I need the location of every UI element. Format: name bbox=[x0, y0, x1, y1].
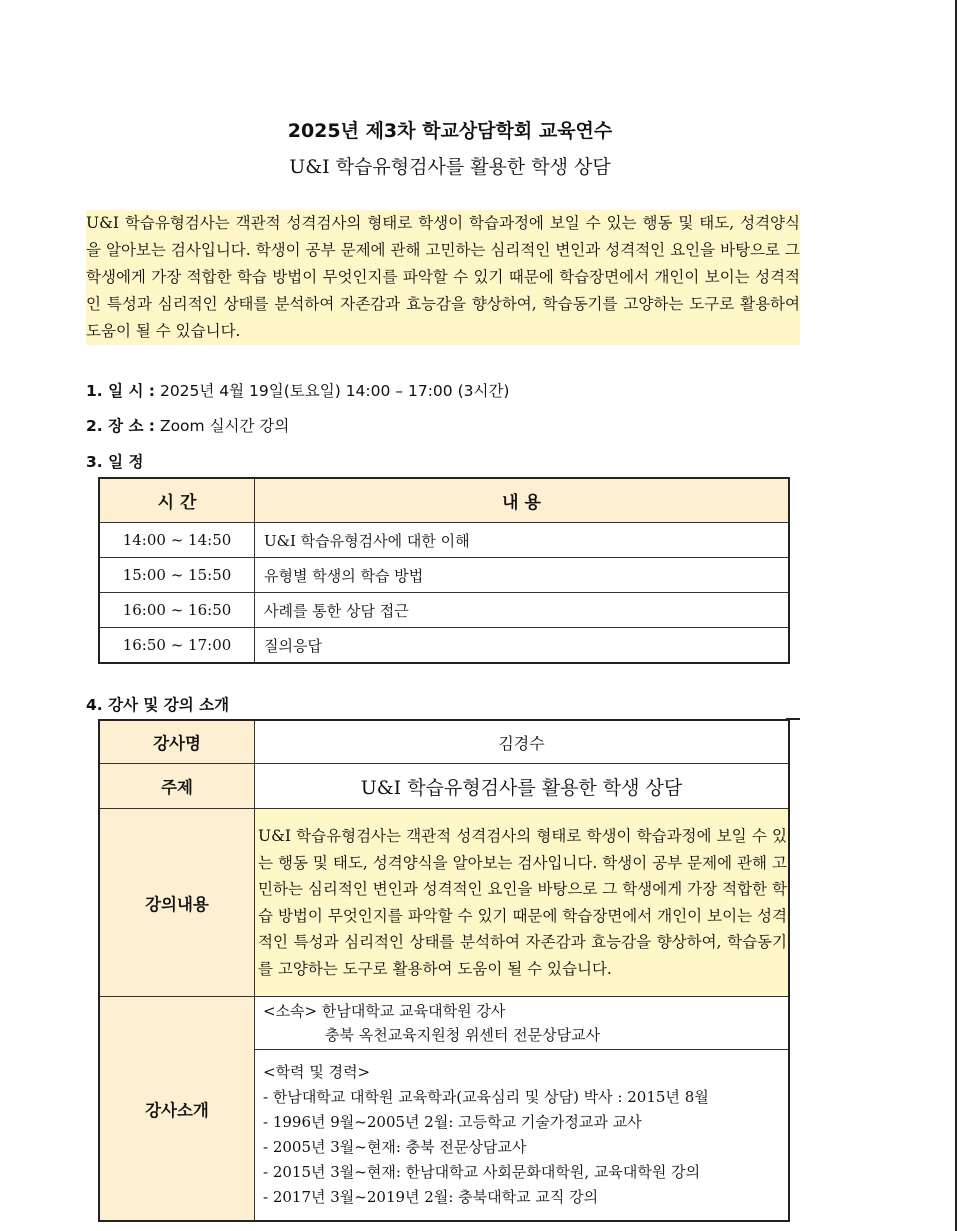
schedule-heading: 3. 일 정 bbox=[86, 453, 144, 471]
affiliation-line: 충북 옥천교육지원청 위센터 전문상담교사 bbox=[325, 1026, 601, 1044]
schedule-content: U&I 학습유형검사에 대한 이해 bbox=[255, 523, 790, 558]
topic-header: 주제 bbox=[99, 764, 255, 809]
schedule-content: 질의응답 bbox=[255, 628, 790, 664]
table-row bbox=[99, 764, 789, 809]
place-value: Zoom 실시간 강의 bbox=[159, 417, 290, 435]
table-row bbox=[99, 809, 789, 997]
schedule-header-row bbox=[99, 478, 789, 523]
affiliation-cell bbox=[255, 997, 790, 1050]
date-label: 1. 일 시 : bbox=[86, 382, 156, 400]
place-label: 2. 장 소 : bbox=[86, 417, 156, 435]
intro-paragraph: U&I 학습유형검사는 객관적 성격검사의 형태로 학생이 학습과정에 보일 수 있는 행동 및 태도, 성격양식을 알아보는 검사입니다. 학생이 공부 문제에 관해 고민하는 심리적인 변인과 성격적인 요인을 바탕으로 그 학생에게 가장 적합한 학습 방법이 무엇인지를 파악할 수 있기 때문에 학습장면에서 개인이 보이는 성격적인 특성과 심리적인 상태를 분석하여 자존감과 효능감을 향상하여, 학습동기를 고양하는 도구로 활용하여 도움이 될 수 있습니다. bbox=[86, 210, 800, 345]
table-row bbox=[99, 593, 789, 628]
lecturer-table bbox=[98, 719, 790, 1222]
schedule-content: 유형별 학생의 학습 방법 bbox=[255, 558, 790, 593]
date-line bbox=[86, 379, 509, 401]
lecture-content: U&I 학습유형검사는 객관적 성격검사의 형태로 학생이 학습과정에 보일 수 있는 행동 및 태도, 성격양식을 알아보는 검사입니다. 학생이 공부 문제에 관해 고민하는 심리적인 변인과 성격적인 요인을 바탕으로 그 학생에게 가장 적합한 학습 방법이 무엇인지를 파악할 수 있기 때문에 학습장면에서 개인이 보이는 성격적인 특성과 심리적인 상태를 분석하여 자존감과 효능감을 향상하여, 학습동기를 고양하는 도구로 활용하여 도움이 될 수 있습니다. bbox=[255, 809, 790, 997]
lecturer-heading: 4. 강사 및 강의 소개 bbox=[86, 696, 230, 714]
schedule-time: 15:00 ~ 15:50 bbox=[99, 558, 255, 593]
content-header: 강의내용 bbox=[99, 809, 255, 997]
date-value: 2025년 4월 19일(토요일) 14:00 – 17:00 (3시간) bbox=[159, 382, 510, 400]
document-title: 2025년 제3차 학교상담학회 교육연수 bbox=[287, 120, 613, 142]
career-item: - 2005년 3월~현재: 충북 전문상담교사 bbox=[263, 1138, 527, 1156]
name-header: 강사명 bbox=[99, 720, 255, 764]
table-row bbox=[99, 720, 789, 764]
schedule-time: 16:50 ~ 17:00 bbox=[99, 628, 255, 664]
career-item: - 1996년 9월~2005년 2월: 고등학교 기술가정교과 교사 bbox=[263, 1113, 642, 1131]
intro-header: 강사소개 bbox=[99, 997, 255, 1222]
schedule-content: 사례를 통한 상담 접근 bbox=[255, 593, 790, 628]
table-row bbox=[99, 997, 789, 1050]
place-line bbox=[86, 414, 289, 436]
career-item: - 한남대학교 대학원 교육학과(교육심리 및 상담) 박사 : 2015년 8월 bbox=[263, 1088, 709, 1106]
schedule-time: 16:00 ~ 16:50 bbox=[99, 593, 255, 628]
schedule-header-time: 시 간 bbox=[99, 478, 255, 523]
table-row bbox=[99, 558, 789, 593]
schedule-header-content: 내 용 bbox=[255, 478, 790, 523]
career-item: - 2015년 3월~현재: 한남대학교 사회문화대학원, 교육대학원 강의 bbox=[263, 1163, 701, 1181]
career-cell bbox=[255, 1050, 790, 1222]
career-title: <학력 및 경력> bbox=[263, 1063, 371, 1081]
lecture-topic: U&I 학습유형검사를 활용한 학생 상담 bbox=[255, 764, 790, 809]
affiliation-line: <소속> 한남대학교 교육대학원 강사 bbox=[263, 1002, 506, 1020]
page-edge bbox=[955, 0, 957, 1231]
schedule-table bbox=[98, 477, 790, 664]
career-item: - 2017년 3월~2019년 2월: 충북대학교 교직 강의 bbox=[263, 1188, 599, 1206]
schedule-time: 14:00 ~ 14:50 bbox=[99, 523, 255, 558]
lecturer-name: 김경수 bbox=[255, 720, 790, 764]
table-row bbox=[99, 628, 789, 664]
table-row bbox=[99, 523, 789, 558]
document-subtitle: U&I 학습유형검사를 활용한 학생 상담 bbox=[289, 156, 611, 178]
